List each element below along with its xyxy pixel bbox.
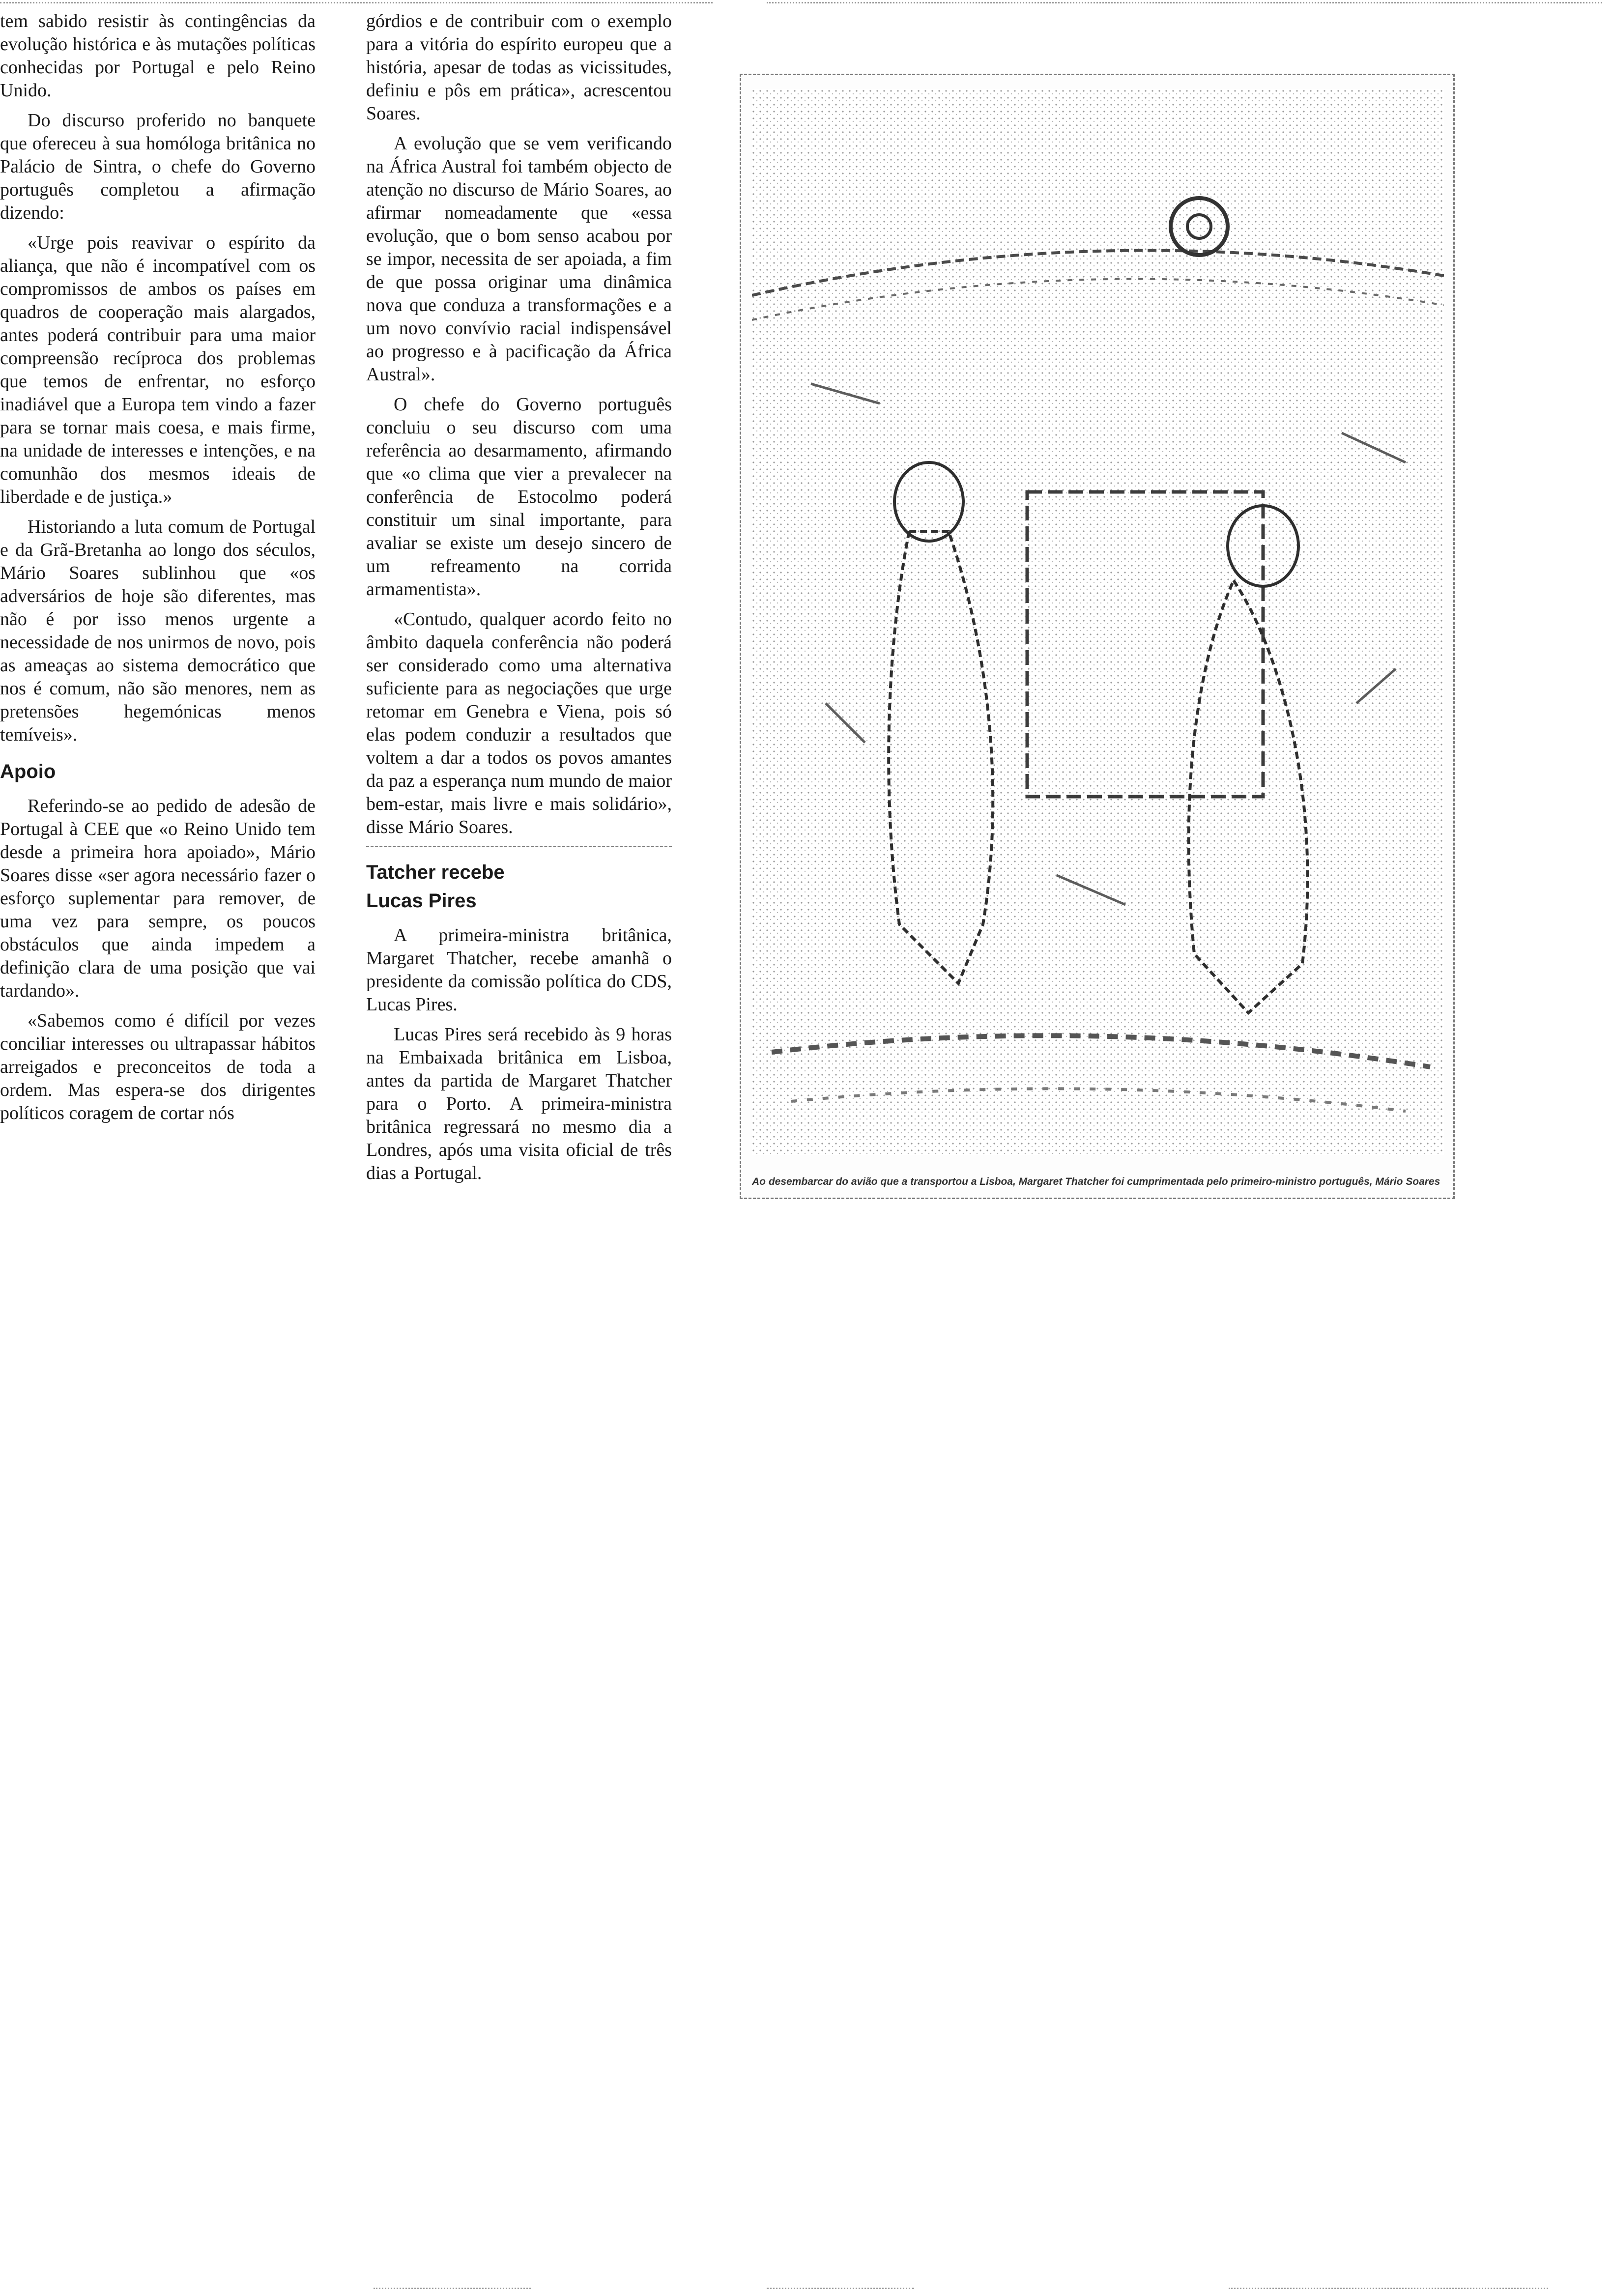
col2-paragraph-5: A primeira-ministra britânica, Margaret Thatcher, recebe amanhã o presidente da comissão política do CDS, Lucas Pires.	[366, 925, 672, 1015]
col1-paragraph-2: Do discurso proferido no banquete que ofereceu à sua homóloga britânica no Palácio de Sintra, o chefe do Governo português completou a afirmação dizendo:	[0, 110, 316, 223]
scan-edge-top-right	[767, 2, 1602, 3]
col2-paragraph-2: A evolução que se vem verificando na África Austral foi também objecto de atenção no discurso de Mário Soares, ao afirmar nomeadamente que «essa evolução, que o bom senso acabou por se impor, necessita de ser apoiada, a fim de que possa originar uma dinâmica nova que conduza a transformações e a um novo convívio racial indispensável ao progresso e à pacificação da África Austral».	[366, 133, 672, 385]
news-photo-frame	[740, 74, 1455, 1199]
scan-edge-bottom-mid	[767, 2288, 914, 2289]
col1-quote-paragraph: «Urge pois reavivar o espírito da aliança, que não é incompatível com os compromissos de ambos os países em quadros de cooperação mais alargados, antes poderá contribuir para uma maior compreensão recíproca dos problemas que temos de enfrentar, no esforço inadiável que a Europa tem vindo a fazer para se tornar mais coesa, e mais firme, na unidade de interesses e intenções, e na comunhão dos mesmos ideais de liberdade e de justiça.»	[0, 232, 316, 507]
col1-paragraph-5: Referindo-se ao pedido de adesão de Portugal à CEE que «o Reino Unido tem desde a primeira hora apoiado», Mário Soares disse «ser agora necessário fazer o esforço suplementar para remover, de uma vez para sempre, os poucos obstáculos que ainda impedem a definição clara de uma posição que vai tardando».	[0, 796, 316, 1001]
subheading-tatcher	[366, 858, 672, 915]
section-divider	[366, 846, 672, 847]
col1-paragraph-6: «Sabemos como é difícil por vezes conciliar interesses ou ultrapassar hábitos arreigados e preconceitos de toda a ordem. Mas espera-se dos dirigentes políticos coragem de cortar nós	[0, 1010, 316, 1123]
subheading-line-1: Tatcher recebe	[366, 861, 505, 883]
col2-paragraph-4: «Contudo, qualquer acordo feito no âmbito daquela conferência não poderá ser considerado como uma alternativa suficiente para as negociações que urge retomar em Genebra e Viena, pois só elas podem conduzir a resultados que voltem a dar a todos os povos amantes da paz a esperança num mundo de maior bem-estar, mais livre e mais solidário», disse Mário Soares.	[366, 609, 672, 837]
col2-paragraph-1: górdios e de contribuir com o exemplo para a vitória do espírito europeu que a história, apesar de todas as vicissitudes, definiu e pôs em prática», acrescentou Soares.	[366, 11, 672, 124]
scan-edge-top	[0, 2, 713, 3]
scan-edge-bottom-right	[1229, 2288, 1548, 2289]
subheading-apoio: Apoio	[0, 761, 56, 782]
col1-paragraph-4: Historiando a luta comum de Portugal e da Grã-Bretanha ao longo dos séculos, Mário Soares sublinhou que «os adversários de hoje são diferentes, mas não é por isso menos urgente a necessidade de nos unirmos de novo, pois as ameaças ao sistema democrático que nos é comum, não são menores, nem as pretensões hegemónicas menos temíveis».	[0, 517, 316, 745]
col1-paragraph-1: tem sabido resistir às contingências da evolução histórica e às mutações políticas conhecidas por Portugal e pelo Reino Unido.	[0, 11, 316, 101]
subheading-line-2: Lucas Pires	[366, 890, 477, 912]
article-column-1	[0, 10, 316, 1132]
news-photo	[752, 89, 1444, 1155]
scan-edge-bottom-left	[374, 2288, 531, 2289]
col2-paragraph-6: Lucas Pires será recebido às 9 horas na Embaixada britânica em Lisboa, antes da partida de Margaret Thatcher para o Porto. A primeira-ministra britânica regressará no mesmo dia a Londres, após uma visita oficial de três dias a Portugal.	[366, 1024, 672, 1183]
article-column-2	[366, 10, 672, 1192]
photo-caption: Ao desembarcar do avião que a transportou a Lisboa, Margaret Thatcher foi cumprimentada pelo primeiro-ministro português, Mário Soares	[752, 1176, 1440, 1187]
col2-paragraph-3: O chefe do Governo português concluiu o seu discurso com uma referência ao desarmamento, afirmando que «o clima que vier a prevalecer na conferência de Estocolmo poderá constituir um sinal importante, para avaliar se existe um desejo sincero de um refreamento na corrida armamentista».	[366, 394, 672, 600]
